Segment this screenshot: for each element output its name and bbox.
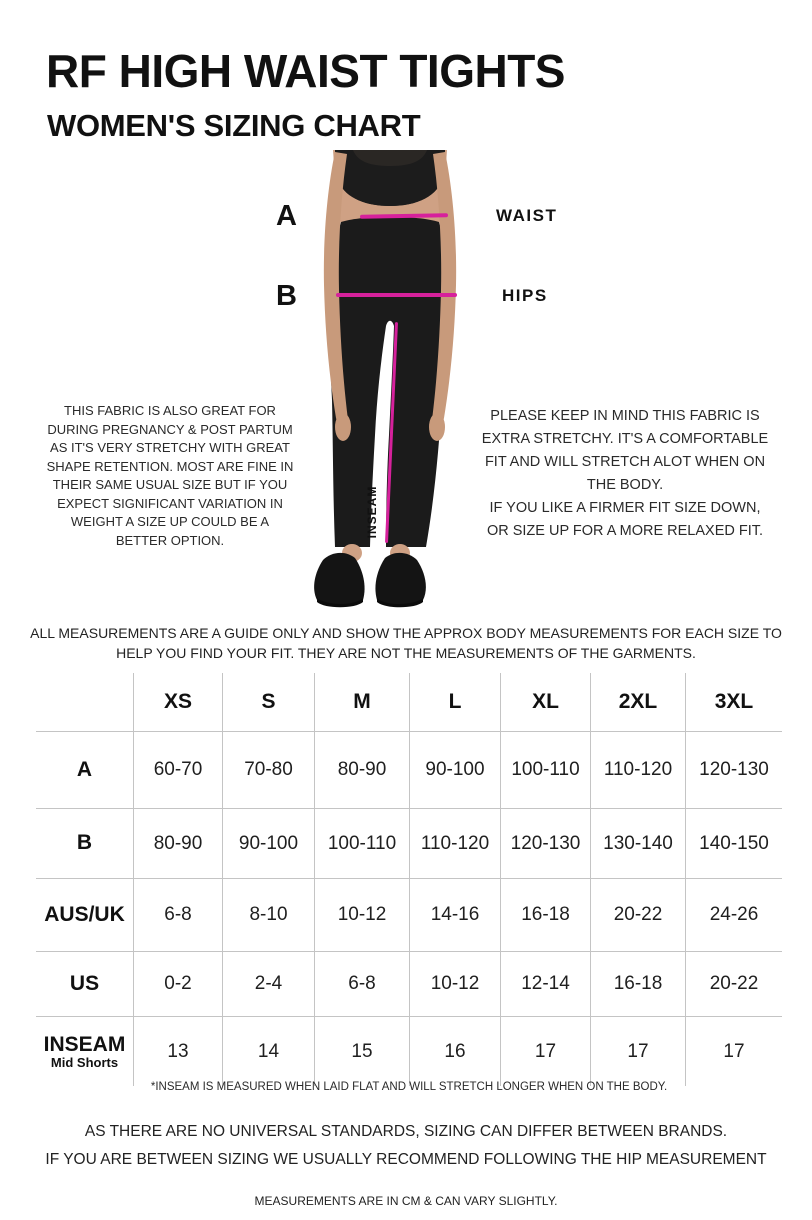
col-header-xl: XL bbox=[500, 673, 590, 731]
col-header-xs: XS bbox=[133, 673, 222, 731]
col-header-2xl: 2XL bbox=[590, 673, 685, 731]
cell-a-xs: 60-70 bbox=[133, 731, 222, 808]
page-subtitle: WOMEN'S SIZING CHART bbox=[47, 108, 421, 143]
note-line: THIS FABRIC IS ALSO GREAT FOR bbox=[64, 403, 276, 418]
hips-label: HIPS bbox=[502, 286, 548, 305]
cell-ausuk-3xl: 24-26 bbox=[685, 878, 782, 951]
inseam-footnote: *INSEAM IS MEASURED WHEN LAID FLAT AND WILL STRETCH LONGER WHEN ON THE BODY. bbox=[150, 1081, 668, 1093]
note-line: THEIR SAME USUAL SIZE BUT IF YOU bbox=[52, 477, 288, 492]
cell-a-m: 80-90 bbox=[314, 731, 409, 808]
footer-units-note: MEASUREMENTS ARE IN CM & CAN VARY SLIGHTLY. bbox=[254, 1194, 558, 1208]
hips-measure-line bbox=[336, 293, 457, 297]
row-label-us: US bbox=[36, 951, 133, 1016]
col-header-m: M bbox=[314, 673, 409, 731]
cell-a-xl: 100-110 bbox=[500, 731, 590, 808]
footer-hip-note: IF YOU ARE BETWEEN SIZING WE USUALLY RECOMMEND FOLLOWING THE HIP MEASUREMENT bbox=[45, 1151, 767, 1168]
footer-brands-note: AS THERE ARE NO UNIVERSAL STANDARDS, SIZING CAN DIFFER BETWEEN BRANDS. bbox=[84, 1123, 728, 1140]
cell-inseam-s: 14 bbox=[222, 1016, 314, 1086]
note-line: EXPECT SIGNIFICANT VARIATION IN bbox=[57, 495, 283, 511]
cell-b-m: 100-110 bbox=[314, 808, 409, 878]
note-line: WEIGHT A SIZE UP COULD BE A bbox=[70, 514, 270, 529]
row-label-b: B bbox=[36, 808, 133, 878]
cell-inseam-l: 16 bbox=[409, 1016, 500, 1086]
cell-us-xs: 0-2 bbox=[133, 951, 222, 1016]
note-line: IF YOU LIKE A FIRMER FIT SIZE DOWN, bbox=[489, 500, 761, 516]
cell-ausuk-2xl: 20-22 bbox=[590, 878, 685, 951]
inseam-row-title: INSEAM bbox=[43, 1032, 126, 1056]
cell-us-m: 6-8 bbox=[314, 951, 409, 1016]
cell-a-2xl: 110-120 bbox=[590, 731, 685, 808]
measure-label-a: A bbox=[276, 200, 297, 232]
cell-inseam-xl: 17 bbox=[500, 1016, 590, 1086]
size-table bbox=[36, 673, 782, 1086]
guide-note-line: ALL MEASUREMENTS ARE A GUIDE ONLY AND SHOW THE APPROX BODY MEASUREMENTS FOR EACH SIZE TO bbox=[30, 625, 782, 641]
pregnancy-note bbox=[30, 402, 310, 550]
cell-b-xs: 80-90 bbox=[133, 808, 222, 878]
table-corner bbox=[36, 673, 133, 731]
note-line: THE BODY. bbox=[586, 477, 664, 493]
note-line: DURING PREGNANCY & POST PARTUM bbox=[47, 421, 293, 437]
cell-us-l: 10-12 bbox=[409, 951, 500, 1016]
page-title: RF HIGH WAIST TIGHTS bbox=[46, 45, 565, 97]
guide-note-line: HELP YOU FIND YOUR FIT. THEY ARE NOT THE MEASUREMENTS OF THE GARMENTS. bbox=[116, 644, 696, 661]
cell-inseam-m: 15 bbox=[314, 1016, 409, 1086]
cell-a-s: 70-80 bbox=[222, 731, 314, 808]
note-line: SHAPE RETENTION. MOST ARE FINE IN bbox=[46, 458, 294, 474]
cell-b-s: 90-100 bbox=[222, 808, 314, 878]
cell-us-s: 2-4 bbox=[222, 951, 314, 1016]
stretch-note bbox=[455, 405, 795, 543]
cell-b-l: 110-120 bbox=[409, 808, 500, 878]
col-header-s: S bbox=[222, 673, 314, 731]
cell-a-3xl: 120-130 bbox=[685, 731, 782, 808]
cell-ausuk-m: 10-12 bbox=[314, 878, 409, 951]
inseam-label: INSEAM bbox=[365, 485, 379, 539]
cell-ausuk-xs: 6-8 bbox=[133, 878, 222, 951]
waist-label: WAIST bbox=[496, 206, 558, 225]
note-line: PLEASE KEEP IN MIND THIS FABRIC IS bbox=[490, 408, 760, 424]
inseam-row-subtitle: Mid Shorts bbox=[50, 1054, 119, 1070]
cell-ausuk-s: 8-10 bbox=[222, 878, 314, 951]
col-header-3xl: 3XL bbox=[685, 673, 782, 731]
note-line: AS IT'S VERY STRETCHY WITH GREAT bbox=[50, 440, 290, 455]
note-line: OR SIZE UP FOR A MORE RELAXED FIT. bbox=[486, 523, 764, 539]
col-header-l: L bbox=[409, 673, 500, 731]
cell-inseam-3xl: 17 bbox=[685, 1016, 782, 1086]
cell-us-3xl: 20-22 bbox=[685, 951, 782, 1016]
guide-note bbox=[16, 624, 796, 663]
cell-b-2xl: 130-140 bbox=[590, 808, 685, 878]
cell-inseam-xs: 13 bbox=[133, 1016, 222, 1086]
cell-ausuk-xl: 16-18 bbox=[500, 878, 590, 951]
row-label-inseam bbox=[36, 1016, 133, 1086]
note-line: FIT AND WILL STRETCH ALOT WHEN ON bbox=[484, 454, 766, 470]
measure-label-b: B bbox=[276, 280, 297, 312]
row-label-a: A bbox=[36, 731, 133, 808]
row-label-ausuk: AUS/UK bbox=[36, 878, 133, 951]
note-line: EXTRA STRETCHY. IT'S A COMFORTABLE bbox=[481, 431, 769, 447]
cell-b-xl: 120-130 bbox=[500, 808, 590, 878]
note-line: BETTER OPTION. bbox=[115, 532, 225, 548]
cell-inseam-2xl: 17 bbox=[590, 1016, 685, 1086]
cell-a-l: 90-100 bbox=[409, 731, 500, 808]
cell-b-3xl: 140-150 bbox=[685, 808, 782, 878]
cell-us-2xl: 16-18 bbox=[590, 951, 685, 1016]
cell-us-xl: 12-14 bbox=[500, 951, 590, 1016]
cell-ausuk-l: 14-16 bbox=[409, 878, 500, 951]
